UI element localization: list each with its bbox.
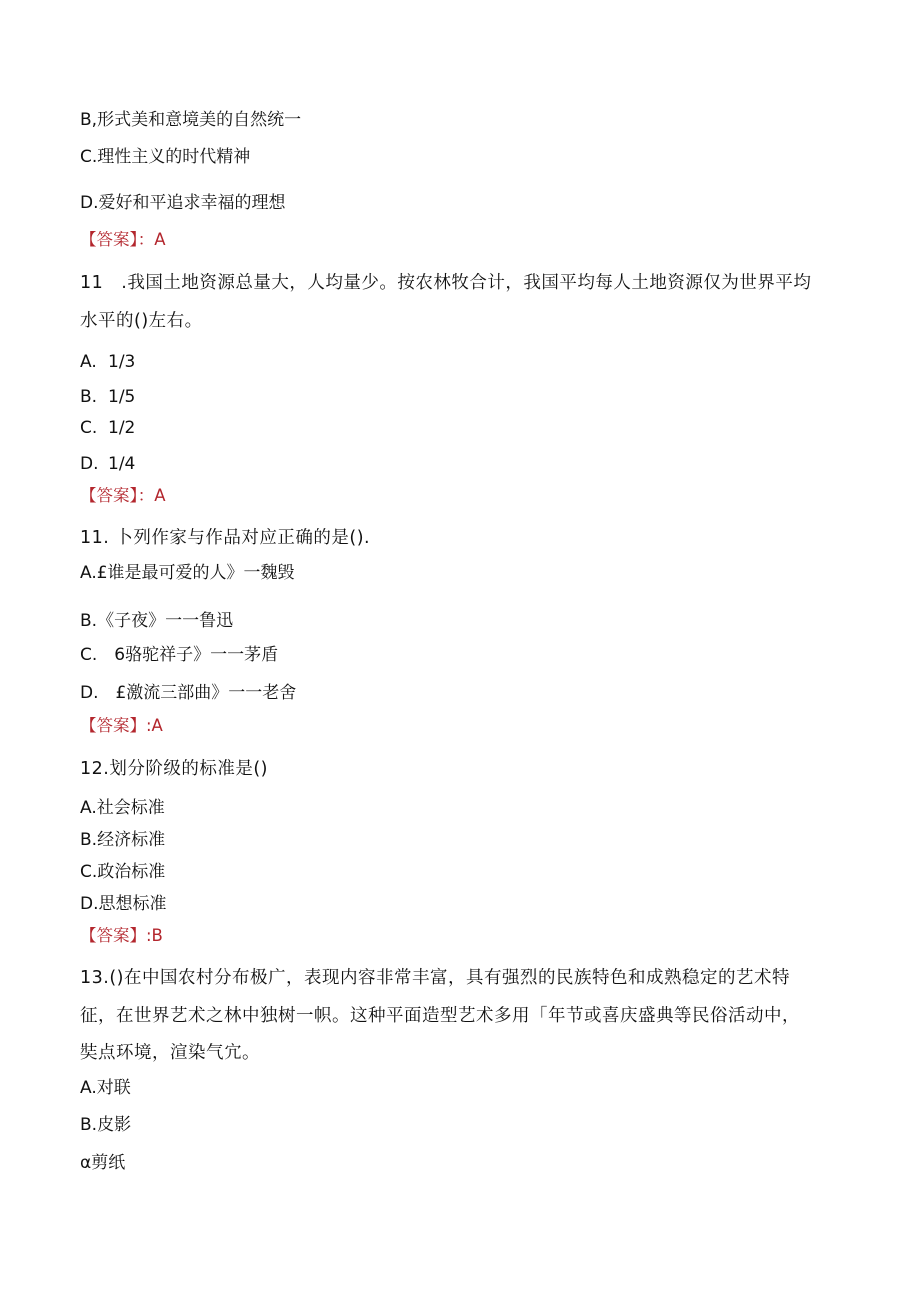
q11a-option-c-label: C. [80,418,98,438]
q11a-option-b [80,386,135,408]
q11b-answer: 【答案】:A [80,716,163,735]
q10-option-b: B,形式美和意境美的自然统一 [80,110,302,130]
q13-option-b: B.皮影 [80,1115,132,1135]
q11a-option-c [80,417,135,439]
q12-option-c: C.政治标准 [80,862,166,882]
q11a-stem-line2: 水平的()左右。 [80,311,203,331]
q12-answer: 【答案】:B [80,926,163,945]
q11a-option-d [80,453,135,475]
q11b-option-c: C. 6骆驼祥子》一一茅盾 [80,645,279,665]
q11a-option-d-value: 1/4 [108,454,136,474]
q11a-option-d-label: D. [80,454,99,474]
q10-option-c: C.理性主义的时代精神 [80,147,251,167]
q11b-option-b: B.《子夜》一一鲁迅 [80,611,234,631]
q11b-option-d: D. £激流三部曲》一一老舍 [80,683,297,703]
q12-stem: 12.划分阶级的标准是() [80,759,268,779]
q13-stem-line1: 13.()在中国农村分布极广，表现内容非常丰富，具有强烈的民族特色和成熟稳定的艺术特 [80,968,790,988]
q11a-option-a-label: A. [80,352,97,372]
q11a-option-a-value: 1/3 [108,352,136,372]
q13-stem-line3: 奘点环境，渲染气宂。 [80,1043,260,1063]
q11b-option-a: A.£谁是最可爱的人》一魏毁 [80,563,295,583]
q11a-answer: 【答案】：A [80,486,166,505]
q12-option-b: B.经济标准 [80,830,166,850]
q13-option-a: A.对联 [80,1078,131,1098]
q11a-stem-line1: 11 .我国土地资源总量大，人均量少。按农林牧合计，我国平均每人土地资源仅为世界平均 [80,273,812,293]
q12-option-a: A.社会标准 [80,798,165,818]
q10-answer: 【答案】：A [80,230,166,249]
q12-option-d: D.思想标准 [80,894,167,914]
q13-stem-line2: 征，在世界艺术之林中独树一帜。这种平面造型艺术多用「年节或喜庆盛典等民俗活动中， [80,1006,800,1026]
q11a-option-a [80,351,135,373]
q11a-option-b-label: B. [80,387,98,407]
q11a-option-c-value: 1/2 [108,418,136,438]
q10-option-d: D.爱好和平追求幸福的理想 [80,193,286,213]
q13-option-c: α剪纸 [80,1153,126,1173]
q11a-option-b-value: 1/5 [108,387,136,407]
q11b-stem: 11. 卜列作家与作品对应正确的是(). [80,528,371,548]
